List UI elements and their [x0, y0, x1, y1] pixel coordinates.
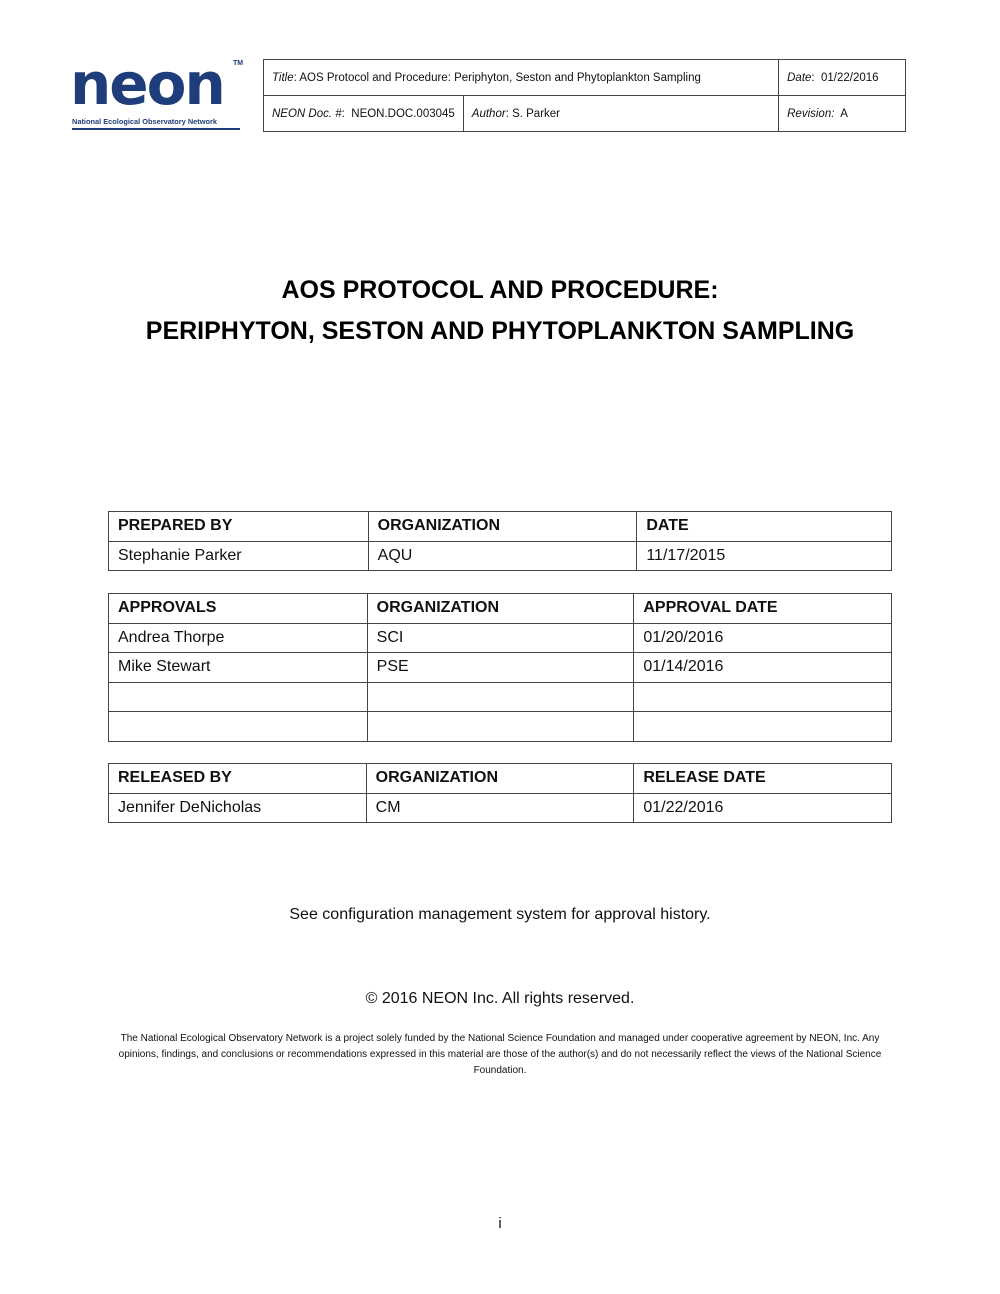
- header-revision-value: A: [840, 107, 848, 120]
- header-date-label: Date: [787, 71, 812, 84]
- prepared-org: AQU: [368, 541, 637, 571]
- header-title-value: AOS Protocol and Procedure: Periphyton, Seston and Phytoplankton Sampling: [299, 71, 701, 84]
- document-title-line-2: PERIPHYTON, SESTON AND PHYTOPLANKTON SAMPLING: [145, 317, 855, 345]
- approvals-header-date: APPROVAL DATE: [634, 594, 892, 624]
- header-author-label: Author: [471, 107, 506, 120]
- prepared-header-date: DATE: [637, 512, 892, 542]
- neon-logo: [70, 50, 245, 132]
- prepared-name: Stephanie Parker: [109, 541, 369, 571]
- header-title-cell: Title: AOS Protocol and Procedure: Periphyton, Seston and Phytoplankton Sampling: [264, 60, 779, 96]
- released-header-name: RELEASED BY: [109, 764, 367, 794]
- header-doc-cell: NEON Doc. #: NEON.DOC.003045: [264, 96, 464, 132]
- released-date: 01/22/2016: [634, 793, 892, 823]
- header-author-cell: Author: S. Parker: [463, 96, 778, 132]
- page-number: i: [498, 1215, 502, 1232]
- approval-date: [634, 682, 892, 712]
- header-revision-label: Revision:: [787, 107, 835, 120]
- table-row: [109, 541, 892, 571]
- table-row: [109, 793, 892, 823]
- document-header-table: [263, 59, 906, 132]
- approvals-table: [108, 593, 892, 742]
- funding-disclaimer: The National Ecological Observatory Network is a project solely funded by the National Science Foundation and managed under cooperative agreement by NEON, Inc. Any opinions, findings, and conclusions or recommendations expressed in this material are those of the author(s) and do not necessarily reflect the views of the National Science Foundation.: [118, 1033, 882, 1076]
- approval-date: 01/14/2016: [634, 653, 892, 683]
- approval-org: SCI: [367, 623, 634, 653]
- header-author-value: S. Parker: [512, 107, 561, 120]
- prepared-header-org: ORGANIZATION: [368, 512, 637, 542]
- header-doc-label: NEON Doc. #: [272, 107, 342, 120]
- document-title: [0, 270, 1000, 352]
- header-title-label: Title: [272, 71, 294, 84]
- logo-wordmark: neon: [70, 50, 224, 118]
- released-header-date: RELEASE DATE: [634, 764, 892, 794]
- logo-underline: [72, 128, 240, 130]
- approval-name: [109, 712, 368, 742]
- logo-trademark: TM: [233, 60, 244, 67]
- document-title-line-1: AOS PROTOCOL AND PROCEDURE:: [281, 276, 719, 304]
- released-by-table: [108, 763, 892, 823]
- config-management-note: See configuration management system for approval history.: [289, 906, 711, 923]
- released-name: Jennifer DeNicholas: [109, 793, 367, 823]
- approval-date: 01/20/2016: [634, 623, 892, 653]
- header-date-cell: Date: 01/22/2016: [779, 60, 906, 96]
- approval-name: Andrea Thorpe: [109, 623, 368, 653]
- logo-tagline: National Ecological Observatory Network: [72, 117, 217, 126]
- header-date-value: 01/22/2016: [821, 71, 879, 84]
- prepared-header-name: PREPARED BY: [109, 512, 369, 542]
- header-doc-value: NEON.DOC.003045: [351, 107, 455, 120]
- prepared-by-table: [108, 511, 892, 571]
- approval-date: [634, 712, 892, 742]
- approval-org: [367, 712, 634, 742]
- approvals-header-org: ORGANIZATION: [367, 594, 634, 624]
- table-row: [109, 623, 892, 653]
- copyright-notice: © 2016 NEON Inc. All rights reserved.: [365, 990, 635, 1007]
- released-org: CM: [366, 793, 634, 823]
- released-header-org: ORGANIZATION: [366, 764, 634, 794]
- table-row: [109, 653, 892, 683]
- prepared-date: 11/17/2015: [637, 541, 892, 571]
- table-row: [109, 682, 892, 712]
- header-revision-cell: [779, 96, 906, 132]
- approval-org: PSE: [367, 653, 634, 683]
- approval-org: [367, 682, 634, 712]
- table-row: [109, 712, 892, 742]
- approval-name: Mike Stewart: [109, 653, 368, 683]
- approval-name: [109, 682, 368, 712]
- approvals-header-name: APPROVALS: [109, 594, 368, 624]
